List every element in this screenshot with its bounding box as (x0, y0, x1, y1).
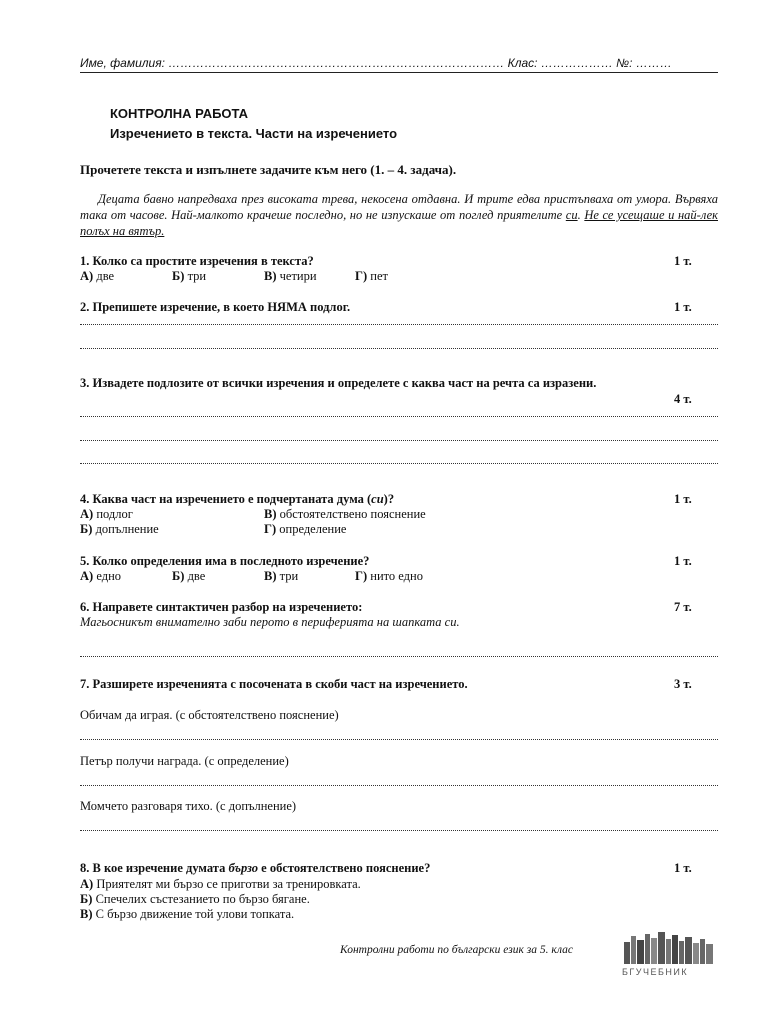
books-logo-icon (620, 930, 720, 978)
number-label: №: (616, 56, 633, 70)
passage-part-2: . (577, 208, 585, 222)
q5-option-d[interactable]: Г) нито едно (355, 569, 423, 583)
q4-option-a[interactable]: А) подлог (80, 507, 133, 521)
q8-option-c[interactable]: В) С бързо движение той улови топката. (80, 907, 295, 921)
passage-part-1: Децата бавно напредваха през високата трева, некосена отдавна. И трите едва пристъпваха от умора. Вървяха така от часове. Най-малкото крачеше последно, но не изпускаше от поглед приятелите (80, 192, 718, 222)
reading-passage (80, 191, 718, 239)
passage-part-3: Не се усещаше и най-лек полъх на вятър. (80, 208, 718, 238)
question-6: 6. Направете синтактичен разбор на изречението: (80, 600, 363, 614)
q7-item-1: Обичам да играя. (с обстоятелствено пояснение) (80, 708, 339, 722)
q6-answer-line[interactable] (80, 656, 718, 657)
question-2: 2. Препишете изречение, в което НЯМА подлог. (80, 300, 351, 314)
publisher-logo (620, 930, 720, 978)
q3-answer-line-1[interactable] (80, 416, 718, 417)
class-label: Клас: (507, 56, 538, 70)
q2-answer-line-1[interactable] (80, 324, 718, 325)
q4-option-c[interactable]: В) обстоятелствено пояснение (264, 507, 426, 521)
q1-option-d[interactable]: Г) пет (355, 269, 388, 283)
number-blank[interactable]: ……… (635, 56, 672, 70)
q2-answer-line-2[interactable] (80, 348, 718, 349)
question-7: 7. Разширете изреченията с посочената в скоби част на изречението. (80, 677, 468, 691)
test-subtitle: Изречението в текста. Части на изречението (110, 126, 398, 141)
question-3: 3. Извадете подлозите от всички изречения и определете с каква част на речта са изразени. (80, 376, 597, 390)
q5-option-b[interactable]: Б) две (172, 569, 206, 583)
question-1: 1. Колко са простите изречения в текста? (80, 254, 314, 268)
question-8: 8. В кое изречение думата бързо е обстоятелствено пояснение? (80, 861, 431, 875)
q7-answer-line-3[interactable] (80, 830, 718, 831)
q1-option-a[interactable]: А) две (80, 269, 115, 283)
question-3-points: 4 т. (674, 392, 692, 406)
student-info-line (80, 56, 716, 70)
q4-option-d[interactable]: Г) определение (264, 522, 347, 536)
q7-item-2: Петър получи награда. (с определение) (80, 754, 289, 768)
q8-option-b[interactable]: Б) Спечелих състезанието по бързо бягане. (80, 892, 310, 906)
q7-item-3: Момчето разговаря тихо. (с допълнение) (80, 799, 297, 813)
question-5-points: 1 т. (674, 554, 692, 568)
question-8-points: 1 т. (674, 861, 692, 875)
underlined-word: си (565, 208, 578, 222)
name-blank[interactable]: ………………………………………………………………………… (168, 56, 505, 70)
q1-option-c[interactable]: В) четири (264, 269, 317, 283)
q3-answer-line-3[interactable] (80, 463, 718, 464)
q1-option-b[interactable]: Б) три (172, 269, 207, 283)
question-4-points: 1 т. (674, 492, 692, 506)
q6-sentence: Магьосникът внимателно заби перото в периферията на шапката си. (80, 615, 460, 629)
logo-wordmark: БГУЧЕБНИК (622, 967, 689, 977)
instruction: Прочетете текста и изпълнете задачите към него (1. – 4. задача). (80, 162, 457, 177)
q7-answer-line-1[interactable] (80, 739, 718, 740)
class-blank[interactable]: ……………… (540, 56, 613, 70)
question-5: 5. Колко определения има в последното изречение? (80, 554, 370, 568)
question-2-points: 1 т. (674, 300, 692, 314)
footer-text: Контролни работи по български език за 5. клас (340, 944, 573, 956)
question-4: 4. Каква част на изречението е подчертаната дума (си)? (80, 492, 395, 506)
q4-option-b[interactable]: Б) допълнение (80, 522, 159, 536)
question-1-points: 1 т. (674, 254, 692, 268)
question-7-points: 3 т. (674, 677, 692, 691)
q5-option-a[interactable]: А) едно (80, 569, 122, 583)
question-6-points: 7 т. (674, 600, 692, 614)
header-divider (80, 72, 718, 73)
q7-answer-line-2[interactable] (80, 785, 718, 786)
q3-answer-line-2[interactable] (80, 440, 718, 441)
name-label: Име, фамилия: (80, 56, 165, 70)
q8-option-a[interactable]: А) Приятелят ми бързо се приготви за тренировката. (80, 877, 361, 891)
test-title: КОНТРОЛНА РАБОТА (110, 106, 249, 121)
q5-option-c[interactable]: В) три (264, 569, 299, 583)
